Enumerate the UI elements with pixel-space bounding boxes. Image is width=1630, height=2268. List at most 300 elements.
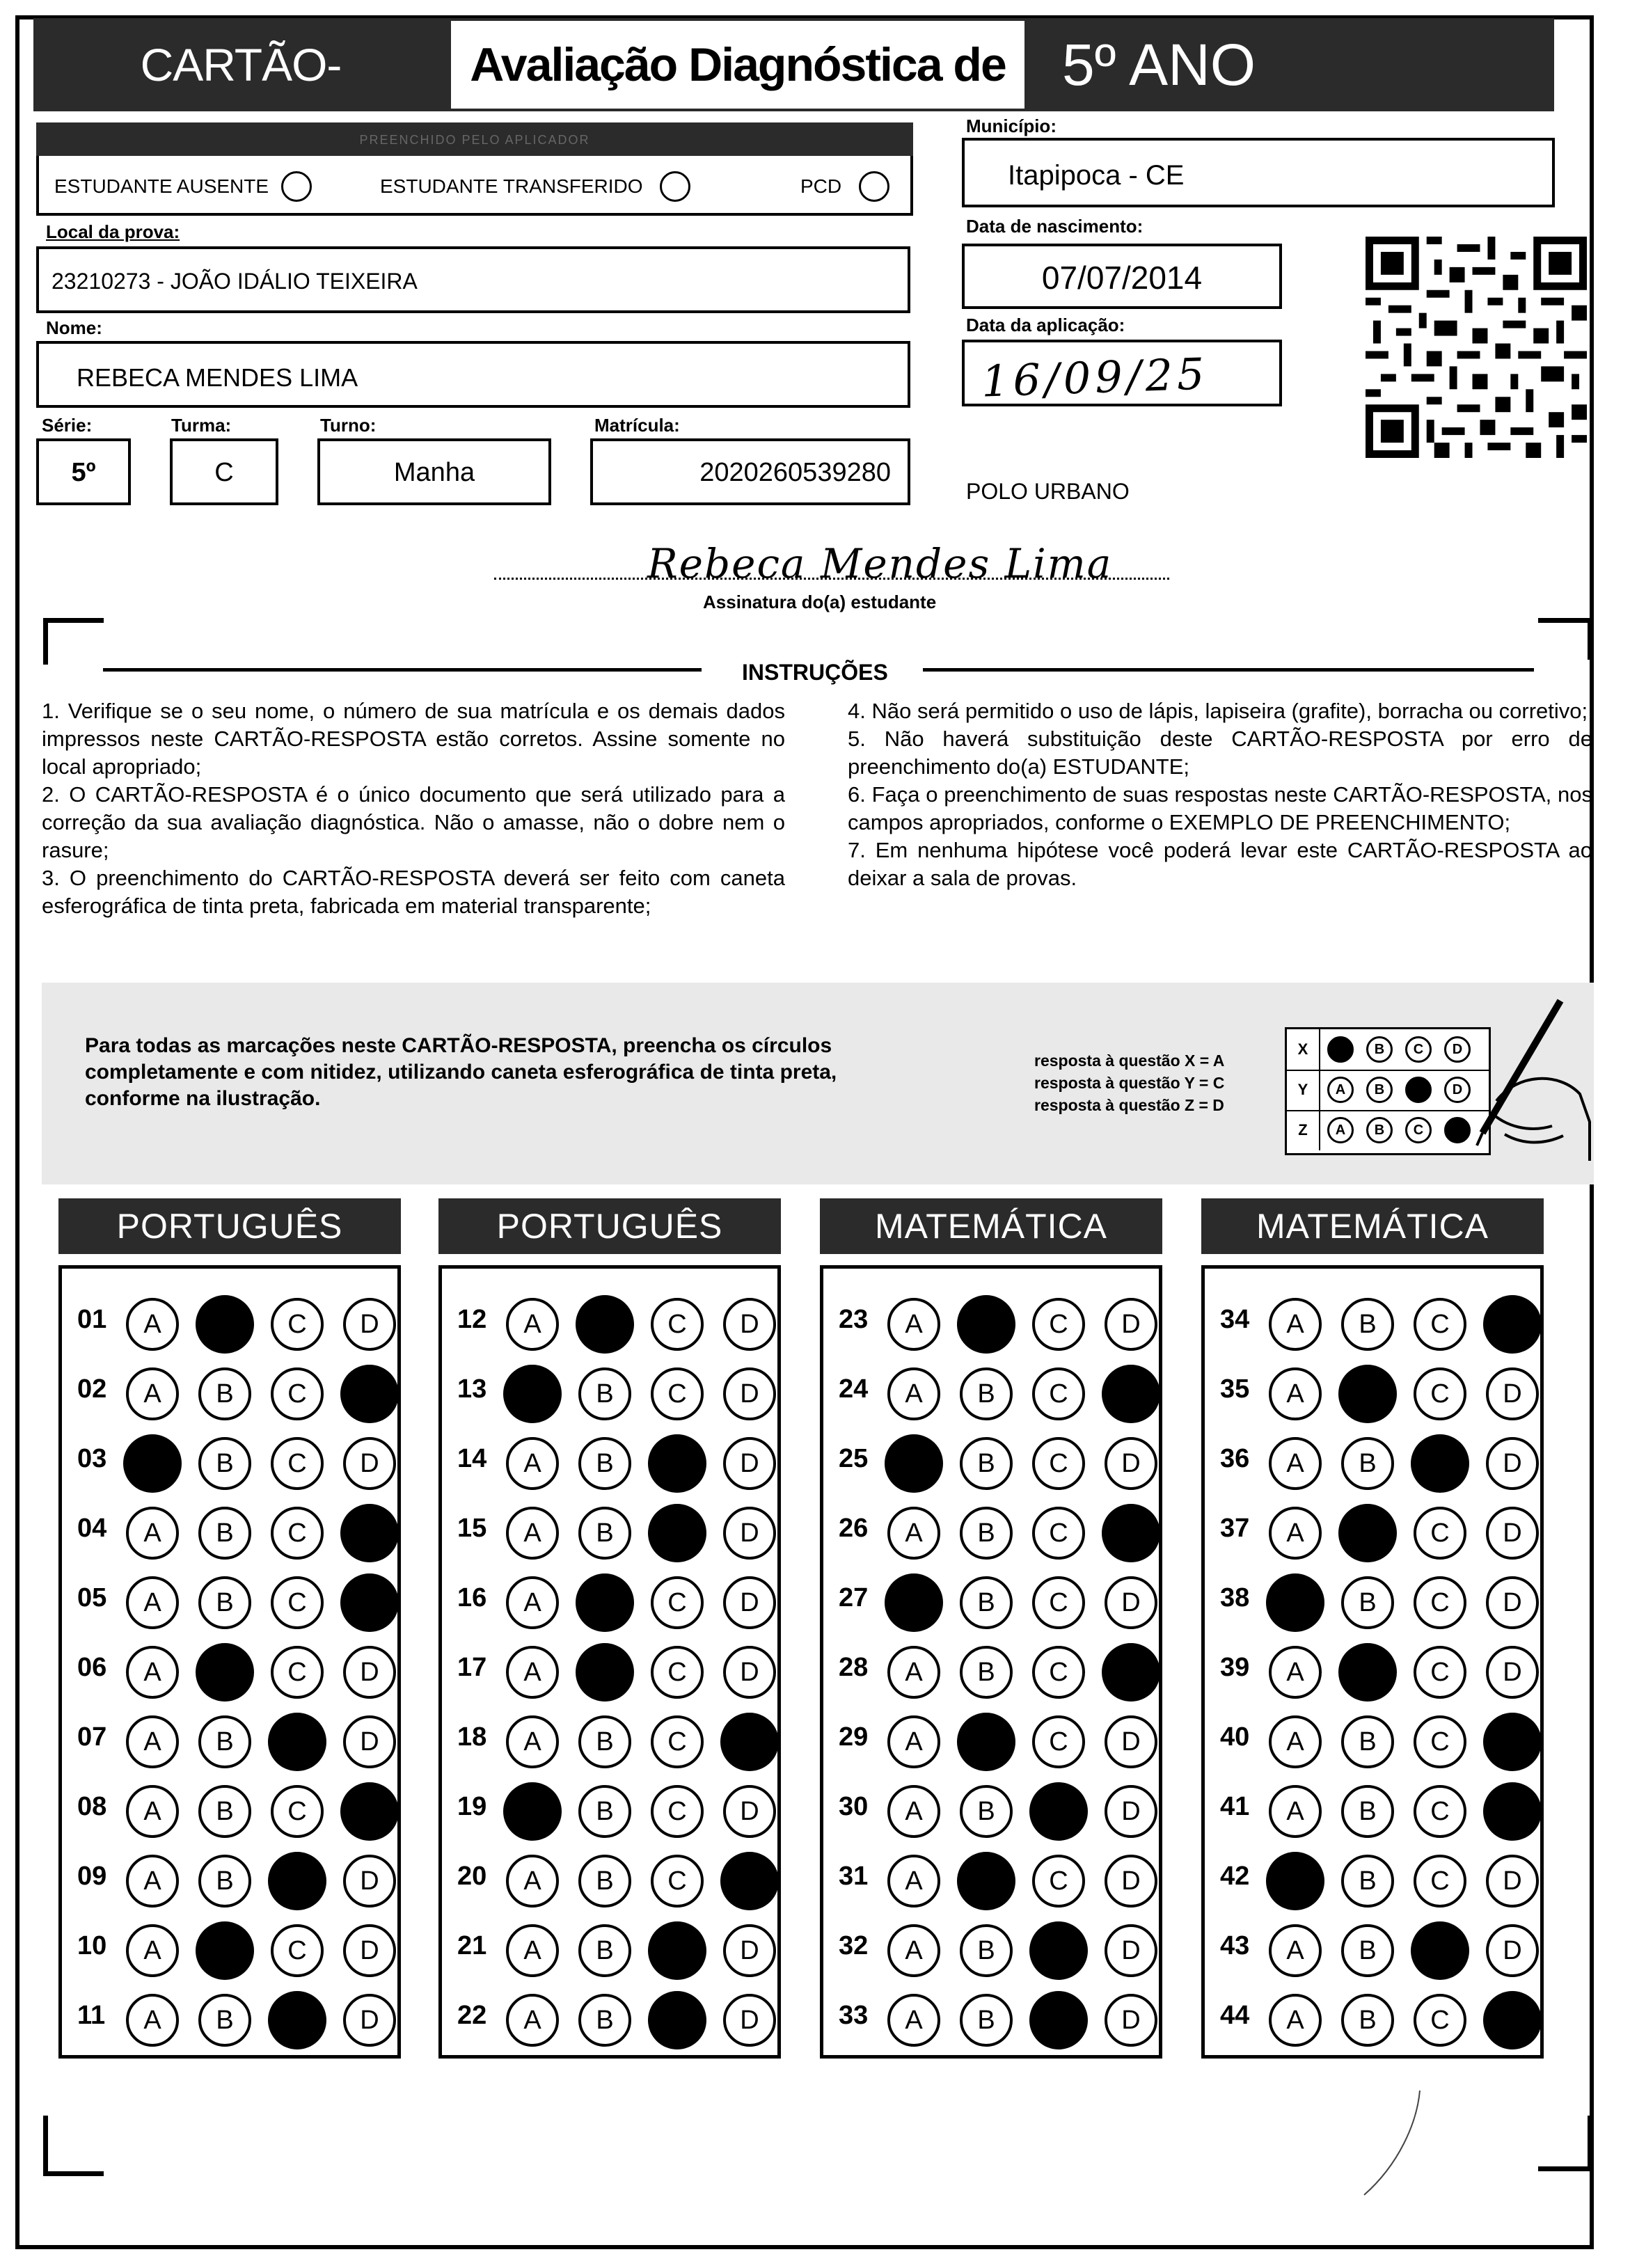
answer-bubble-d[interactable]: D	[1105, 1715, 1157, 1768]
question-number: 33	[839, 2001, 869, 2030]
question-row	[62, 1565, 397, 1635]
answer-bubble-a[interactable]: A	[506, 1507, 559, 1560]
question-row	[823, 1565, 1159, 1635]
question-row	[62, 1913, 397, 1983]
answer-bubble-c[interactable]: C	[651, 1785, 704, 1838]
answer-bubble-b[interactable]: B	[198, 1994, 251, 2047]
answer-bubble-d-filled[interactable]	[340, 1573, 399, 1632]
answer-bubble-d[interactable]: D	[1105, 1298, 1157, 1351]
answer-bubble-b[interactable]: B	[960, 1576, 1013, 1629]
answer-bubble-a[interactable]: A	[506, 1437, 559, 1490]
question-row	[62, 1426, 397, 1496]
question-row	[823, 1983, 1159, 2052]
answer-bubble-d[interactable]: D	[1105, 1924, 1157, 1977]
example-bubble-a: A	[1327, 1117, 1354, 1143]
answer-bubble-d[interactable]: D	[343, 1715, 396, 1768]
aplicacao-value: 16/09/25	[980, 348, 1210, 407]
answer-bubble-d-filled[interactable]	[1483, 1991, 1542, 2049]
answer-bubble-b[interactable]: B	[578, 1785, 631, 1838]
serie-value: 5º	[71, 458, 96, 487]
answer-bubble-b-filled[interactable]	[957, 1852, 1015, 1910]
answer-bubble-b[interactable]: B	[960, 1924, 1013, 1977]
answer-bubble-b[interactable]: B	[578, 1715, 631, 1768]
answer-bubble-d-filled[interactable]	[720, 1713, 779, 1771]
answer-bubble-c[interactable]: C	[1414, 1507, 1466, 1560]
exam-title: Avaliação Diagnóstica de	[448, 18, 1027, 111]
question-number: 35	[1220, 1374, 1250, 1404]
answer-bubble-b[interactable]: B	[1341, 1785, 1394, 1838]
example-bubble-c: C	[1405, 1036, 1432, 1063]
pcd-checkbox[interactable]	[859, 171, 889, 202]
answer-bubble-b[interactable]: B	[1341, 1855, 1394, 1908]
answer-bubble-b-filled[interactable]	[1338, 1365, 1397, 1423]
answer-bubble-d[interactable]: D	[343, 1298, 396, 1351]
local-field	[36, 246, 910, 313]
question-row	[442, 1635, 777, 1704]
question-number: 16	[457, 1583, 487, 1612]
answer-bubble-b[interactable]: B	[1341, 1924, 1394, 1977]
answer-bubble-b[interactable]: B	[198, 1855, 251, 1908]
question-number: 08	[77, 1792, 107, 1821]
name-value: REBECA MENDES LIMA	[77, 363, 358, 392]
answer-bubble-d-filled[interactable]	[720, 1852, 779, 1910]
answer-bubble-b[interactable]: B	[960, 1367, 1013, 1420]
answer-bubble-b-filled[interactable]	[196, 1921, 254, 1980]
question-number: 39	[1220, 1653, 1250, 1682]
answer-bubble-c[interactable]: C	[271, 1437, 324, 1490]
question-row	[1205, 1913, 1540, 1983]
question-row	[62, 1287, 397, 1356]
answer-bubble-a[interactable]: A	[1269, 1437, 1322, 1490]
grade-title: 5º ANO	[1027, 18, 1554, 111]
answer-bubble-b[interactable]: B	[1341, 1298, 1394, 1351]
question-row	[1205, 1704, 1540, 1774]
answer-bubble-d[interactable]: D	[723, 1994, 776, 2047]
answer-bubble-c[interactable]: C	[1032, 1855, 1085, 1908]
answer-bubble-a-filled[interactable]	[1266, 1573, 1324, 1632]
instruction-3: 3. O preenchimento do CARTÃO-RESPOSTA deverá ser feito com caneta esferográfica de tinta preta, fabricada em material transparente;	[42, 866, 785, 918]
answer-bubble-b-filled[interactable]	[957, 1713, 1015, 1771]
answer-bubble-c-filled[interactable]	[648, 1504, 706, 1562]
answer-bubble-b[interactable]: B	[578, 1507, 631, 1560]
example-bubble-d: D	[1444, 1036, 1471, 1063]
answer-bubble-d[interactable]: D	[723, 1924, 776, 1977]
question-row	[823, 1496, 1159, 1565]
answer-bubble-b-filled[interactable]	[576, 1573, 634, 1632]
answer-bubble-d[interactable]: D	[723, 1576, 776, 1629]
question-row	[62, 1774, 397, 1843]
answer-bubble-a[interactable]: A	[1269, 1646, 1322, 1699]
answer-bubble-a[interactable]: A	[887, 1855, 940, 1908]
question-number: 12	[457, 1305, 487, 1334]
answer-bubble-a[interactable]: A	[506, 1994, 559, 2047]
question-number: 22	[457, 2001, 487, 2030]
answer-bubble-d[interactable]: D	[723, 1646, 776, 1699]
question-row	[62, 1635, 397, 1704]
instruction-5: 5. Não haverá substituição deste CARTÃO-RESPOSTA por erro de preenchimento do(a) ESTUDANTE;	[848, 727, 1592, 779]
serie-label: Série:	[42, 415, 93, 436]
question-number: 07	[77, 1722, 107, 1752]
answer-bubble-b[interactable]: B	[578, 1437, 631, 1490]
question-row	[823, 1913, 1159, 1983]
answer-bubble-d[interactable]: D	[723, 1367, 776, 1420]
answer-bubble-c[interactable]: C	[271, 1507, 324, 1560]
answer-bubble-a[interactable]: A	[887, 1298, 940, 1351]
answer-bubble-a[interactable]: A	[887, 1367, 940, 1420]
status-bar-header	[36, 122, 913, 157]
example-bubble-a	[1327, 1036, 1354, 1063]
answer-bubble-a[interactable]: A	[506, 1715, 559, 1768]
answer-bubble-a[interactable]: A	[126, 1924, 179, 1977]
question-number: 28	[839, 1653, 869, 1682]
answer-bubble-d[interactable]: D	[1105, 1994, 1157, 2047]
question-number: 32	[839, 1931, 869, 1960]
instructions-title: INSTRUÇÕES	[742, 660, 888, 685]
answer-bubble-a[interactable]: A	[887, 1715, 940, 1768]
answer-bubble-d[interactable]: D	[723, 1785, 776, 1838]
question-number: 34	[1220, 1305, 1250, 1334]
question-row	[442, 1356, 777, 1426]
answer-bubble-a-filled[interactable]	[885, 1573, 943, 1632]
qr-code	[1366, 235, 1587, 459]
subject-header-1: PORTUGUÊS	[58, 1198, 401, 1254]
question-row	[442, 1983, 777, 2052]
answer-bubble-a[interactable]: A	[506, 1924, 559, 1977]
answer-bubble-b-filled[interactable]	[957, 1295, 1015, 1354]
answer-bubble-a[interactable]: A	[1269, 1367, 1322, 1420]
pen-hand-illustration	[1441, 997, 1594, 1164]
instruction-2: 2. O CARTÃO-RESPOSTA é o único documento que será utilizado para a correção da sua avaliação diagnóstica. Não o amasse, não o dobre nem o rasure;	[42, 782, 785, 862]
answer-panel-1	[58, 1265, 401, 2059]
answer-bubble-b[interactable]: B	[960, 1994, 1013, 2047]
question-row	[1205, 1774, 1540, 1843]
answer-bubble-d-filled[interactable]	[1102, 1365, 1160, 1423]
question-row	[442, 1565, 777, 1635]
answer-bubble-d-filled[interactable]	[1483, 1295, 1542, 1354]
answer-bubble-c-filled[interactable]	[268, 1852, 326, 1910]
answer-bubble-d[interactable]: D	[343, 1437, 396, 1490]
answer-bubble-b[interactable]: B	[198, 1367, 251, 1420]
question-number: 41	[1220, 1792, 1250, 1821]
question-row	[1205, 1843, 1540, 1913]
question-number: 14	[457, 1444, 487, 1473]
question-row	[442, 1913, 777, 1983]
answer-bubble-c[interactable]: C	[271, 1367, 324, 1420]
answer-bubble-c[interactable]: C	[1032, 1437, 1085, 1490]
answer-bubble-a[interactable]: A	[1269, 1298, 1322, 1351]
question-number: 29	[839, 1722, 869, 1752]
question-number: 30	[839, 1792, 869, 1821]
status-bar	[36, 156, 913, 216]
answer-bubble-c-filled[interactable]	[1029, 1991, 1088, 2049]
status-bar-header-text: PREENCHIDO PELO APLICADOR	[359, 133, 590, 147]
corner-mark-bottom-right	[1538, 2116, 1592, 2171]
answer-bubble-b-filled[interactable]	[576, 1295, 634, 1354]
answer-bubble-c-filled[interactable]	[648, 1991, 706, 2049]
answer-bubble-a[interactable]: A	[506, 1646, 559, 1699]
question-number: 15	[457, 1514, 487, 1543]
answer-bubble-d[interactable]: D	[343, 1646, 396, 1699]
question-row	[442, 1704, 777, 1774]
answer-bubble-d[interactable]: D	[1486, 1646, 1539, 1699]
question-number: 25	[839, 1444, 869, 1473]
municipio-value: Itapipoca - CE	[1008, 160, 1185, 191]
answer-bubble-d[interactable]: D	[1486, 1507, 1539, 1560]
question-number: 38	[1220, 1583, 1250, 1612]
answer-bubble-c[interactable]: C	[651, 1715, 704, 1768]
nascimento-label: Data de nascimento:	[966, 216, 1144, 237]
example-bubble-b: B	[1366, 1036, 1393, 1063]
question-row	[62, 1356, 397, 1426]
matricula-field	[590, 438, 910, 505]
answer-bubble-c[interactable]: C	[1414, 1367, 1466, 1420]
question-row	[1205, 1983, 1540, 2052]
question-number: 13	[457, 1374, 487, 1404]
answer-bubble-c[interactable]: C	[1032, 1507, 1085, 1560]
answer-bubble-a-filled[interactable]	[1266, 1852, 1324, 1910]
answer-bubble-b[interactable]: B	[578, 1994, 631, 2047]
answer-bubble-d[interactable]: D	[1105, 1437, 1157, 1490]
answer-bubble-d-filled[interactable]	[1102, 1504, 1160, 1562]
answer-bubble-c[interactable]: C	[651, 1367, 704, 1420]
answer-bubble-a[interactable]: A	[126, 1855, 179, 1908]
answer-bubble-d[interactable]: D	[1105, 1855, 1157, 1908]
answer-bubble-d-filled[interactable]	[1483, 1782, 1542, 1841]
example-legend	[1034, 1049, 1224, 1116]
answer-bubble-b[interactable]: B	[198, 1715, 251, 1768]
example-row-label: Y	[1287, 1070, 1320, 1110]
answer-bubble-a-filled[interactable]	[885, 1434, 943, 1493]
question-number: 19	[457, 1792, 487, 1821]
question-row	[62, 1496, 397, 1565]
answer-bubble-a-filled[interactable]	[503, 1365, 562, 1423]
example-bubble-c	[1405, 1077, 1432, 1103]
answer-bubble-a-filled[interactable]	[123, 1434, 182, 1493]
answer-bubble-c[interactable]: C	[1032, 1646, 1085, 1699]
answer-bubble-a[interactable]: A	[887, 1646, 940, 1699]
answer-bubble-b[interactable]: B	[198, 1507, 251, 1560]
absent-checkbox[interactable]	[281, 171, 312, 202]
answer-bubble-a[interactable]: A	[126, 1646, 179, 1699]
answer-bubble-d-filled[interactable]	[340, 1365, 399, 1423]
answer-bubble-b[interactable]: B	[1341, 1576, 1394, 1629]
name-field	[36, 341, 910, 408]
instruction-1: 1. Verifique se o seu nome, o número de sua matrícula e os demais dados impressos neste CARTÃO-RESPOSTA estão corretos. Assine somente no local apropriado;	[42, 699, 785, 779]
turma-label: Turma:	[171, 415, 232, 436]
answer-bubble-d[interactable]: D	[1486, 1437, 1539, 1490]
question-row	[442, 1843, 777, 1913]
answer-bubble-b[interactable]: B	[1341, 1994, 1394, 2047]
matricula-value: 2020260539280	[699, 458, 891, 487]
answer-bubble-d[interactable]: D	[1486, 1367, 1539, 1420]
answer-bubble-b[interactable]: B	[578, 1924, 631, 1977]
answer-bubble-b-filled[interactable]	[196, 1295, 254, 1354]
answer-bubble-a[interactable]: A	[1269, 1924, 1322, 1977]
transferred-checkbox[interactable]	[660, 171, 690, 202]
answer-bubble-a[interactable]: A	[126, 1298, 179, 1351]
answer-bubble-c[interactable]: C	[271, 1785, 324, 1838]
answer-bubble-c[interactable]: C	[651, 1576, 704, 1629]
answer-bubble-a[interactable]: A	[887, 1507, 940, 1560]
example-row-label: X	[1287, 1029, 1320, 1070]
answer-bubble-c-filled[interactable]	[648, 1921, 706, 1980]
stray-pen-mark	[1350, 2088, 1434, 2199]
answer-bubble-c[interactable]: C	[1414, 1646, 1466, 1699]
answer-bubble-d[interactable]: D	[1486, 1855, 1539, 1908]
answer-bubble-c[interactable]: C	[651, 1855, 704, 1908]
instruction-7: 7. Em nenhuma hipótese você poderá levar este CARTÃO-RESPOSTA ao deixar a sala de provas.	[848, 838, 1592, 890]
signature-value: Rebeca Mendes Lima	[647, 540, 1113, 587]
answer-bubble-b[interactable]: B	[198, 1437, 251, 1490]
answer-bubble-b[interactable]: B	[960, 1437, 1013, 1490]
question-number: 11	[77, 2001, 106, 2030]
answer-bubble-b[interactable]: B	[198, 1576, 251, 1629]
answer-bubble-b[interactable]: B	[960, 1785, 1013, 1838]
answer-bubble-d[interactable]: D	[723, 1437, 776, 1490]
question-number: 09	[77, 1862, 107, 1891]
answer-bubble-a[interactable]: A	[506, 1576, 559, 1629]
answer-bubble-c[interactable]: C	[651, 1646, 704, 1699]
answer-bubble-b[interactable]: B	[960, 1507, 1013, 1560]
answer-bubble-a[interactable]: A	[887, 1785, 940, 1838]
example-legend-y: resposta à questão Y = C	[1034, 1074, 1225, 1092]
answer-bubble-a[interactable]: A	[126, 1576, 179, 1629]
question-number: 18	[457, 1722, 487, 1752]
answer-bubble-c[interactable]: C	[1414, 1715, 1466, 1768]
answer-bubble-c[interactable]: C	[271, 1576, 324, 1629]
answer-bubble-a[interactable]: A	[1269, 1715, 1322, 1768]
answer-bubble-a[interactable]: A	[126, 1367, 179, 1420]
answer-bubble-c[interactable]: C	[271, 1298, 324, 1351]
answer-bubble-a[interactable]: A	[506, 1855, 559, 1908]
question-row	[823, 1843, 1159, 1913]
answer-bubble-c[interactable]: C	[1032, 1715, 1085, 1768]
corner-mark-bottom-left	[43, 2116, 104, 2176]
answer-bubble-c[interactable]: C	[271, 1924, 324, 1977]
answer-bubble-d[interactable]: D	[723, 1298, 776, 1351]
answer-bubble-d-filled[interactable]	[340, 1782, 399, 1841]
answer-bubble-a[interactable]: A	[126, 1507, 179, 1560]
question-row	[823, 1704, 1159, 1774]
answer-bubble-a[interactable]: A	[887, 1994, 940, 2047]
question-number: 24	[839, 1374, 869, 1404]
question-number: 17	[457, 1653, 487, 1682]
answer-bubble-a[interactable]: A	[887, 1924, 940, 1977]
answer-bubble-c-filled[interactable]	[268, 1713, 326, 1771]
answer-bubble-a[interactable]: A	[1269, 1785, 1322, 1838]
answer-bubble-d[interactable]: D	[343, 1855, 396, 1908]
answer-bubble-c[interactable]: C	[1414, 1855, 1466, 1908]
answer-bubble-c[interactable]: C	[1414, 1785, 1466, 1838]
answer-bubble-d[interactable]: D	[343, 1994, 396, 2047]
answer-bubble-c[interactable]: C	[271, 1646, 324, 1699]
answer-bubble-b[interactable]: B	[578, 1855, 631, 1908]
answer-bubble-d[interactable]: D	[1105, 1576, 1157, 1629]
nascimento-field	[962, 244, 1282, 309]
answer-bubble-b[interactable]: B	[198, 1785, 251, 1838]
corner-mark-top-right	[1538, 618, 1592, 660]
instructions-rule-left	[103, 668, 702, 672]
answer-bubble-c-filled[interactable]	[1029, 1921, 1088, 1980]
answer-bubble-b[interactable]: B	[1341, 1715, 1394, 1768]
question-row	[823, 1635, 1159, 1704]
answer-bubble-a[interactable]: A	[126, 1715, 179, 1768]
answer-bubble-a[interactable]: A	[1269, 1507, 1322, 1560]
subject-header-3: MATEMÁTICA	[820, 1198, 1162, 1254]
answer-bubble-d[interactable]: D	[1486, 1576, 1539, 1629]
instructions-right	[848, 697, 1592, 892]
answer-bubble-c-filled[interactable]	[1411, 1434, 1469, 1493]
answer-bubble-a-filled[interactable]	[503, 1782, 562, 1841]
question-row	[823, 1356, 1159, 1426]
answer-bubble-b[interactable]: B	[960, 1646, 1013, 1699]
answer-bubble-d-filled[interactable]	[1102, 1643, 1160, 1702]
turma-field	[170, 438, 278, 505]
subject-header-2: PORTUGUÊS	[438, 1198, 781, 1254]
answer-bubble-b-filled[interactable]	[196, 1643, 254, 1702]
answer-bubble-d-filled[interactable]	[1483, 1713, 1542, 1771]
example-row-label: Z	[1287, 1110, 1320, 1150]
answer-bubble-c[interactable]: C	[1032, 1367, 1085, 1420]
answer-bubble-c-filled[interactable]	[648, 1434, 706, 1493]
answer-bubble-c[interactable]: C	[1032, 1298, 1085, 1351]
question-number: 04	[77, 1514, 107, 1543]
answer-bubble-c-filled[interactable]	[268, 1991, 326, 2049]
answer-bubble-c-filled[interactable]	[1411, 1921, 1469, 1980]
answer-bubble-a[interactable]: A	[126, 1994, 179, 2047]
card-header	[33, 18, 1554, 111]
answer-bubble-c[interactable]: C	[1414, 1576, 1466, 1629]
answer-bubble-b-filled[interactable]	[1338, 1643, 1397, 1702]
turno-field	[317, 438, 551, 505]
question-number: 27	[839, 1583, 869, 1612]
answer-bubble-b[interactable]: B	[578, 1367, 631, 1420]
answer-bubble-d[interactable]: D	[723, 1507, 776, 1560]
answer-bubble-b[interactable]: B	[1341, 1437, 1394, 1490]
answer-bubble-d[interactable]: D	[1486, 1924, 1539, 1977]
answer-bubble-b-filled[interactable]	[1338, 1504, 1397, 1562]
answer-bubble-c-filled[interactable]	[1029, 1782, 1088, 1841]
answer-bubble-b-filled[interactable]	[576, 1643, 634, 1702]
answer-bubble-c[interactable]: C	[651, 1298, 704, 1351]
question-row	[1205, 1426, 1540, 1496]
example-text: Para todas as marcações neste CARTÃO-RESPOSTA, preencha os círculos completamente e com nitidez, utilizando caneta esferográfica de tinta preta, conforme na ilustração.	[85, 1034, 837, 1110]
answer-bubble-c[interactable]: C	[1414, 1994, 1466, 2047]
question-row	[442, 1774, 777, 1843]
local-label: Local da prova:	[46, 221, 180, 242]
question-row	[823, 1287, 1159, 1356]
instruction-6: 6. Faça o preenchimento de suas respostas neste CARTÃO-RESPOSTA, nos campos apropriados, conforme o EXEMPLO DE PREENCHIMENTO;	[848, 782, 1592, 834]
answer-bubble-d-filled[interactable]	[340, 1504, 399, 1562]
question-row	[62, 1983, 397, 2052]
question-number: 44	[1220, 2001, 1250, 2030]
answer-bubble-c[interactable]: C	[1032, 1576, 1085, 1629]
question-number: 03	[77, 1444, 107, 1473]
question-number: 02	[77, 1374, 107, 1404]
aplicacao-field[interactable]	[962, 340, 1282, 406]
question-number: 43	[1220, 1931, 1250, 1960]
answer-bubble-a[interactable]: A	[506, 1298, 559, 1351]
answer-bubble-c[interactable]: C	[1414, 1298, 1466, 1351]
answer-bubble-a[interactable]: A	[126, 1785, 179, 1838]
answer-bubble-d[interactable]: D	[343, 1924, 396, 1977]
answer-bubble-d[interactable]: D	[1105, 1785, 1157, 1838]
example-legend-z: resposta à questão Z = D	[1034, 1096, 1224, 1114]
example-bubble-b: B	[1366, 1117, 1393, 1143]
answer-bubble-a[interactable]: A	[1269, 1994, 1322, 2047]
turma-value: C	[214, 458, 234, 487]
answer-panel-3	[820, 1265, 1162, 2059]
